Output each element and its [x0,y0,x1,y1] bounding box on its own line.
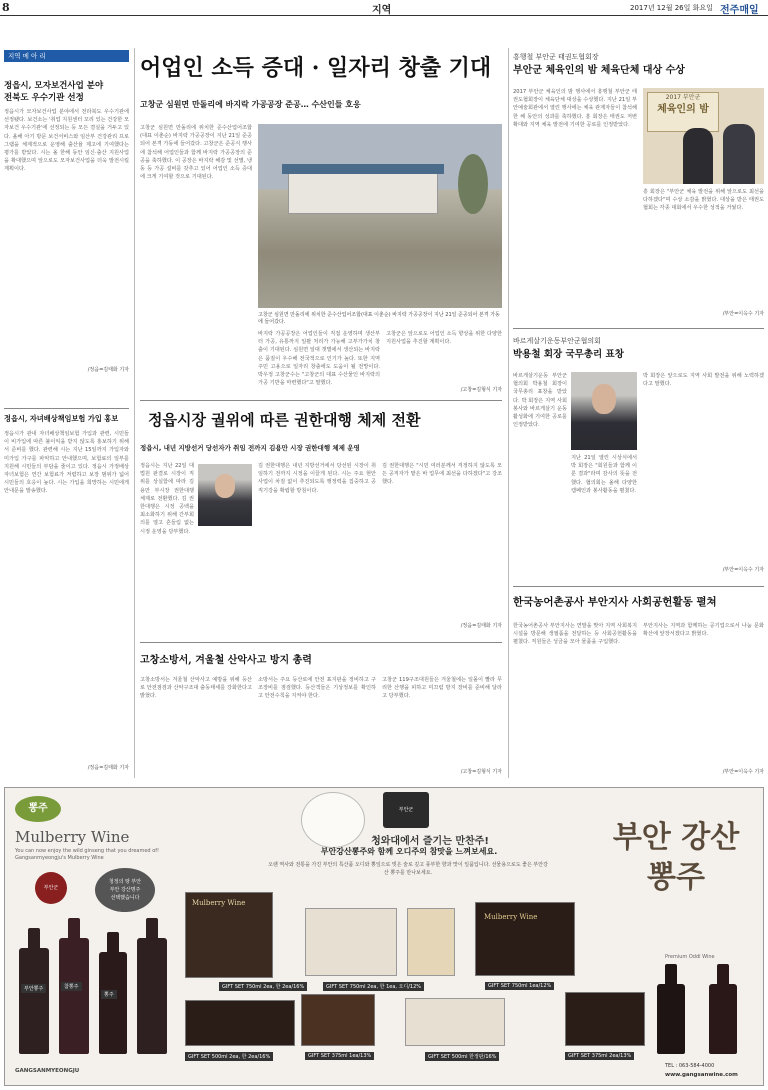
factory-photo [258,124,502,308]
building-roof [282,164,444,174]
gift-box: Mulberry Wine [185,892,273,978]
divider [140,642,502,643]
article-body: 흥 회장은 "부안군 체육 발전을 위해 앞으로도 최선을 다하겠다"며 수상 소감을 밝혔다. 대상을 받은 태권도협회는 각종 대회에서 우수한 성적을 거뒀다. [643,189,764,212]
byline: /정읍=김태화 기자 [460,623,502,629]
column-rule [134,48,135,778]
headline: 부안군 체육인의 밤 체육단체 대상 수상 [513,65,685,76]
ad-tagline-en: You can now enjoy the wild ginseng that you dreamed of! [15,848,160,854]
issue-date: 2017년 12월 26일 화요일 [630,4,713,12]
recipient-left [683,128,713,184]
premium-bottle [709,984,737,1054]
premium-bottle [657,984,685,1054]
article-body: 부안지사는 지역과 함께하는 공기업으로서 나눔 문화 확산에 앞장서겠다고 밝혔다. [643,623,764,638]
gift-box [407,908,455,976]
ad-badge: 청정의 땅 부안 부안 강산명주 선택했습니다 [95,868,155,912]
ad-right-brand: 부안 강산 뽕주 [612,820,740,895]
gift-set-label: GIFT SET 375ml 2ea/13% [565,1052,634,1060]
wine-bottle [99,952,127,1054]
article-body: 소방서는 주요 등산로에 안전 표지판을 정비하고 구조장비를 점검했다. 등산객들은 기상정보를 확인하고 안전수칙을 지켜야 한다. [258,677,376,700]
jeongeup-story [140,400,502,640]
byline: /정읍=김태화 기자 [87,765,129,771]
article-body: 고창군 심원면 만돌리에 위치한 준수산업어조합(대표 이춘순) 바지락 가공공장이 지난 21일 준공되어 본격 가동에 들어갔다. 고창군은 준공식 행사에 참석해 어업인들과 함께 바지락 가공공장의 준공을 축하했다. 이 공장은 바지락 해감 및 선별, 냉동 등 가공 설비를 갖추고 있어 어업인 소득 증대에 크게 기여할 것으로 기대된다. [140,125,252,181]
bottle-label: 부안뽕주 [21,984,46,993]
wine-bottle [59,938,89,1054]
article-body: 한국농어촌공사 부안지사는 연말을 맞아 지역 사회복지시설을 방문해 생필품을 전달하는 등 사회공헌활동을 펼쳤다. 직원들은 성금을 모아 물품을 구입했다. [513,623,637,646]
headline: 박용철 회장 국무총리 표창 [513,349,624,360]
gift-set-label: GIFT SET 500ml 2ea, 한 2ea/16% [185,1052,273,1061]
section-title: 지역 [372,5,392,16]
divider [140,400,502,401]
article-body: 김 권한대행은 내년 지방선거에서 당선된 시장이 취임하기 전까지 시정을 이끌게 된다. 시는 주요 현안 사업이 차질 없이 추진되도록 행정력을 집중하고 공직기강을 확립할 방침이다. [258,463,376,494]
divider [4,408,129,409]
article-body: 2017 부안군 체육인의 밤 행사에서 흥행철 부안군 태권도협회장이 체육단체 대상을 수상했다. 지난 21일 부안예술회관에서 열린 행사에는 체육 관계자들이 참석해 한 해 동안의 성과를 축하했다. 흥 회장은 태권도 저변 확대와 지역 체육 발전에 기여한 공로를 인정받았다. [513,89,637,128]
wine-bottle [19,948,49,1054]
gift-box [565,992,645,1046]
left-column [4,50,129,780]
building [288,172,438,214]
byline: /고창=김형식 기자 [460,769,502,775]
gift-box [405,998,505,1046]
page-header [0,0,768,16]
headline: 정읍시장 궐위에 따른 권한대행 체제 전환 [148,411,421,429]
headline: 어업인 소득 증대 · 일자리 창출 기대 [140,55,492,81]
ad-tagline-en-2: Gangsanmyeongju's Mulberry Wine [15,855,104,861]
kicker: 바르게살기운동부안군협의회 [513,337,601,345]
byline: /부안=이옥수 기자 [722,567,764,573]
subheadline: 고창군 심원면 만돌리에 바지락 가공공장 준공… 수산인들 호응 [140,100,361,109]
headline: 정읍시, 자녀배상책임보험 가입 홍보 [4,414,119,423]
ad-subline: 부안강산뽕주와 함께 오디주의 참맛을 느껴보세요. [320,847,498,856]
recipient-right [723,124,755,184]
wine-bottle [137,938,167,1054]
official-portrait [198,464,252,526]
masthead-brand: 전주매일 [720,5,759,16]
section-tag: 지역 메 아 리 [4,50,129,62]
mulberry-wine-ad [4,787,764,1086]
gift-set-label: GIFT SET 500ml 한정판/16% [425,1052,499,1061]
award-sign-title: 체육인의 밤 [657,104,709,115]
article-body: 박 회장은 앞으로도 지역 사회 발전을 위해 노력하겠다고 말했다. [643,373,764,388]
gift-set-label: GIFT SET 750ml 2ea, 한 2ea/16% [219,982,307,991]
gift-set-label: GIFT SET 750ml 2ea, 한 1ea, 오디/12% [323,982,424,991]
headline: 고창소방서, 겨울철 산악사고 방지 총력 [140,655,312,666]
article-body: 바지락 가공공장은 어업인들이 직접 운영하며 생산부터 가공, 유통까지 일괄 처리가 가능해 고부가가치 창출이 기대된다. 심원면 일대 갯벌에서 생산되는 바지락은 품질이 우수해 전국적으로 인기가 높다. 또한 지역 주민 고용으로 일자리 창출에도 도움이 될 전망이다. 박우정 고창군수는 "고창군의 대표 수산물인 바지락의 가공 기반을 마련했다"고 말했다. [258,331,380,387]
ad-right-brand-en: Premium Oddi Wine [665,954,715,960]
article-body: 김 권한대행은 "시민 여러분께서 걱정하지 않도록 모든 공직자가 맡은 바 업무에 최선을 다하겠다"고 강조했다. [382,463,502,486]
bottle-label: 뽕주 [101,990,117,999]
article-body: 고창군 119구조대원들은 겨울철에는 일몰이 빨라 무리한 산행을 피하고 미끄럼 방지 장비를 준비해 달라고 당부했다. [382,677,502,700]
honoree-portrait [571,372,637,450]
face [215,474,235,498]
ad-phone: TEL : 063-584-4000 [665,1063,715,1069]
byline: /고창=김형식 기자 [460,387,502,393]
tree [458,154,488,214]
award-sign-year: 2017 부안군 [665,94,701,101]
gift-box [301,994,375,1046]
ad-headline: 청와대에서 즐기는 만찬주! [371,836,489,847]
ad-website: www.gangsanwine.com [665,1072,738,1078]
ad-brand-en: Mulberry Wine [15,828,130,846]
gochang-fire-story [140,642,502,780]
byline: /부안=이옥수 기자 [722,769,764,775]
photo-caption: 고창군 심원면 만돌리에 위치한 준수산업어조합(대표 이춘순) 바지락 가공공장이 지난 21일 준공되어 본격 가동에 들어갔다. [258,312,500,325]
gift-set-label: GIFT SET 375ml 1ea/13% [305,1052,374,1060]
ad-description: 오랜 역사와 전통을 가진 부안의 특산품 오디와 뽕잎으로 빚은 술로 깊고 풍부한 향과 맛이 일품입니다. 선물용으로도 좋은 부안강산 뽕주를 만나보세요. [268,862,548,876]
award-sign [647,92,719,132]
byline: /정읍=김태화 기자 [87,367,129,373]
award-photo [643,88,764,184]
ad-emblem: 부안군 [383,792,429,828]
gift-box: Mulberry Wine [475,902,575,976]
article-body: 정읍시가 모자보건사업 분야에서 전라북도 우수기관에 선정됐다. 보건소는 '취업 지원센터 꼬리 있는 건강한 모자보건 우수기관'에 선정되는 등 모든 결실을 거두고 있다. 올해 아기 방문 보건서비스와 임산부 건강관리 프로그램을 체계적으로 운영해 출산율 제고에 기여했다는 평가를 받았다. 시는 올 한해 동안 임신·출산 지원사업을 확대했으며 앞으로도 모자보건사업을 더욱 발전시킬 계획이다. [4,109,129,173]
ad-seal: 부안군 [35,872,67,904]
kicker: 흥행철 부안군 태권도협회장 [513,53,599,61]
column-rule [508,48,509,778]
divider [513,586,764,587]
gift-box [185,1000,295,1046]
ad-footer-brand: GANGSANMYEONGJU [15,1068,80,1074]
byline: /부안=이옥수 기자 [722,311,764,317]
gift-set-label: GIFT SET 750ml 1ea/12% [485,982,554,990]
divider [513,328,764,329]
face [592,384,616,414]
article-body: 정읍시가 관내 자녀배상책임보험 가입과 관련, 시민들이 비가입에 따른 불이익을 받지 않도록 홍보하기 위해서 준비를 했다. 관련해 시는 지난 15일까지 가입자와 미가입 가구를 파악하고 안내했으며, 보험료의 일부를 지원해 시민들의 부담을 줄이고 있다. 정읍시 가정배상 자녀보험은 연간 보험료가 저렴하고 보장 범위가 넓어 시민들의 호응이 높다. 시는 가입을 희망하는 시민에게 안내문을 발송했다. [4,431,129,495]
article-body: 고창소방서는 겨울철 산악사고 예방을 위해 등산로 안전점검과 산악구조대 출동태세를 강화한다고 밝혔다. [140,677,252,700]
article-body: 바르게살기운동 부안군협의회 박용철 회장이 국무총리 표창을 받았다. 박 회장은 지역 사회 봉사와 바르게살기 운동 활성화에 기여한 공로를 인정받았다. [513,373,567,429]
ad-logo: 뽕주 [15,796,61,822]
right-column [513,46,764,782]
article-body: 지난 21일 열린 시상식에서 박 회장은 "회원들과 함께 이룬 결과"라며 감사의 뜻을 전했다. 협의회는 올해 다양한 캠페인과 봉사활동을 펼쳤다. [571,455,637,494]
headline: 정읍시, 모자보건사업 분야 전북도 우수기관 선정 [4,81,104,103]
main-story [140,46,502,396]
article-body: 고창군은 앞으로도 어업인 소득 향상을 위한 다양한 지원사업을 추진할 계획이다. [386,331,502,346]
page-number: 8 [2,1,10,14]
bottle-label: 참뽕주 [61,982,82,991]
gift-box [305,908,397,976]
article-body: 정읍시는 지난 22일 대법원 판결로 시장이 직위를 상실함에 따라 김용만 부시장 권한대행 체제로 전환했다. 김 권한대행은 시정 공백을 최소화하기 위해 간부회의를 열고 흔들림 없는 시정 운영을 당부했다. [140,463,194,535]
subheadline: 정읍시, 내년 지방선거 당선자가 취임 전까지 김용만 시장 권한대행 체제 운영 [140,444,360,452]
headline: 한국농어촌공사 부안지사 사회공헌활동 펼쳐 [513,596,717,608]
